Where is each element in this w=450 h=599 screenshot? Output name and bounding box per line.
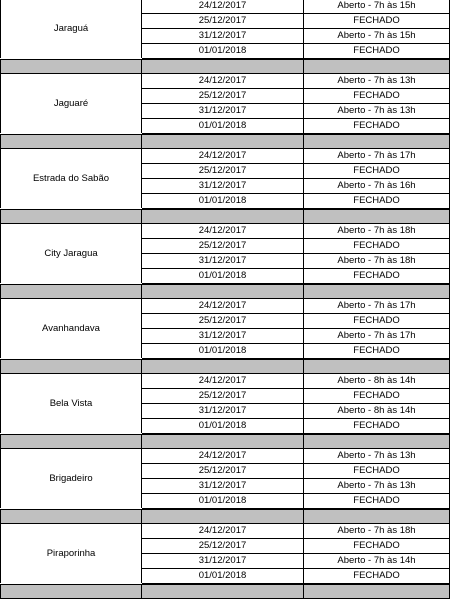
date-cell: 01/01/2018	[142, 194, 304, 209]
date-cell: 01/01/2018	[142, 44, 304, 59]
separator-cell	[304, 510, 450, 523]
date-cell: 25/12/2017	[142, 14, 304, 29]
status-cell: FECHADO	[304, 539, 450, 554]
location-block	[0, 224, 450, 284]
separator-row	[0, 509, 450, 524]
status-cell: FECHADO	[304, 89, 450, 104]
separator-cell	[142, 510, 304, 523]
separator-cell	[142, 360, 304, 373]
separator-row	[0, 209, 450, 224]
date-cell: 01/01/2018	[142, 119, 304, 134]
separator-cell	[142, 585, 304, 598]
separator-row	[0, 134, 450, 149]
status-cell: Aberto - 8h às 14h	[304, 374, 450, 389]
date-cell: 31/12/2017	[142, 554, 304, 569]
date-cell: 25/12/2017	[142, 314, 304, 329]
status-cell: FECHADO	[304, 314, 450, 329]
status-cell: Aberto - 7h às 15h	[304, 0, 450, 14]
status-cell: Aberto - 7h às 18h	[304, 224, 450, 239]
date-cell: 25/12/2017	[142, 164, 304, 179]
separator-cell	[142, 135, 304, 148]
status-cell: Aberto - 8h às 14h	[304, 404, 450, 419]
separator-cell	[304, 360, 450, 373]
status-cell: FECHADO	[304, 44, 450, 59]
location-name: City Jaragua	[0, 224, 142, 283]
location-block	[0, 149, 450, 209]
location-block	[0, 0, 450, 59]
status-cell: Aberto - 7h às 17h	[304, 149, 450, 164]
separator-cell	[0, 60, 142, 73]
separator-cell	[0, 585, 142, 598]
status-cell: FECHADO	[304, 419, 450, 434]
status-cell: Aberto - 7h às 17h	[304, 299, 450, 314]
date-cell: 01/01/2018	[142, 269, 304, 284]
date-cell: 31/12/2017	[142, 254, 304, 269]
location-name: Piraporinha	[0, 524, 142, 583]
date-cell: 25/12/2017	[142, 539, 304, 554]
status-cell: FECHADO	[304, 344, 450, 359]
date-cell: 31/12/2017	[142, 329, 304, 344]
location-name: Jaguaré	[0, 74, 142, 133]
date-cell: 25/12/2017	[142, 389, 304, 404]
separator-row	[0, 584, 450, 599]
separator-cell	[0, 510, 142, 523]
date-cell: 24/12/2017	[142, 449, 304, 464]
status-cell: Aberto - 7h às 15h	[304, 29, 450, 44]
date-cell: 24/12/2017	[142, 524, 304, 539]
location-block	[0, 524, 450, 584]
date-cell: 24/12/2017	[142, 299, 304, 314]
separator-row	[0, 434, 450, 449]
status-cell: FECHADO	[304, 464, 450, 479]
status-cell: Aberto - 7h às 18h	[304, 524, 450, 539]
status-cell: FECHADO	[304, 164, 450, 179]
location-block	[0, 449, 450, 509]
separator-cell	[142, 285, 304, 298]
status-cell: FECHADO	[304, 194, 450, 209]
location-name: Brigadeiro	[0, 449, 142, 508]
date-cell: 25/12/2017	[142, 464, 304, 479]
location-name: Estrada do Sabão	[0, 149, 142, 208]
separator-cell	[142, 210, 304, 223]
location-block	[0, 74, 450, 134]
status-cell: FECHADO	[304, 119, 450, 134]
date-cell: 31/12/2017	[142, 404, 304, 419]
status-cell: Aberto - 7h às 13h	[304, 479, 450, 494]
status-cell: FECHADO	[304, 14, 450, 29]
status-cell: Aberto - 7h às 13h	[304, 74, 450, 89]
separator-cell	[304, 585, 450, 598]
status-cell: Aberto - 7h às 16h	[304, 179, 450, 194]
date-cell: 25/12/2017	[142, 239, 304, 254]
date-cell: 31/12/2017	[142, 104, 304, 119]
status-cell: FECHADO	[304, 239, 450, 254]
separator-cell	[304, 210, 450, 223]
date-cell: 01/01/2018	[142, 494, 304, 509]
status-cell: FECHADO	[304, 389, 450, 404]
location-name: Avanhandava	[0, 299, 142, 358]
separator-cell	[304, 60, 450, 73]
separator-cell	[142, 60, 304, 73]
separator-row	[0, 59, 450, 74]
separator-cell	[0, 210, 142, 223]
separator-cell	[0, 135, 142, 148]
location-block	[0, 299, 450, 359]
status-cell: Aberto - 7h às 13h	[304, 449, 450, 464]
date-cell: 01/01/2018	[142, 569, 304, 584]
separator-cell	[142, 435, 304, 448]
separator-cell	[304, 285, 450, 298]
status-cell: FECHADO	[304, 569, 450, 584]
location-block	[0, 374, 450, 434]
date-cell: 01/01/2018	[142, 344, 304, 359]
separator-cell	[0, 435, 142, 448]
date-cell: 24/12/2017	[142, 0, 304, 14]
date-cell: 31/12/2017	[142, 179, 304, 194]
date-cell: 24/12/2017	[142, 74, 304, 89]
separator-cell	[304, 135, 450, 148]
separator-row	[0, 284, 450, 299]
date-cell: 24/12/2017	[142, 149, 304, 164]
status-cell: Aberto - 7h às 18h	[304, 254, 450, 269]
date-cell: 25/12/2017	[142, 89, 304, 104]
date-cell: 01/01/2018	[142, 419, 304, 434]
separator-cell	[0, 360, 142, 373]
location-name: Jaraguá	[0, 0, 142, 58]
separator-cell	[0, 285, 142, 298]
date-cell: 24/12/2017	[142, 224, 304, 239]
status-cell: Aberto - 7h às 14h	[304, 554, 450, 569]
date-cell: 31/12/2017	[142, 29, 304, 44]
status-cell: Aberto - 7h às 13h	[304, 104, 450, 119]
separator-row	[0, 359, 450, 374]
location-name: Bela Vista	[0, 374, 142, 433]
status-cell: FECHADO	[304, 269, 450, 284]
status-cell: FECHADO	[304, 494, 450, 509]
date-cell: 31/12/2017	[142, 479, 304, 494]
date-cell: 24/12/2017	[142, 374, 304, 389]
separator-cell	[304, 435, 450, 448]
status-cell: Aberto - 7h às 17h	[304, 329, 450, 344]
